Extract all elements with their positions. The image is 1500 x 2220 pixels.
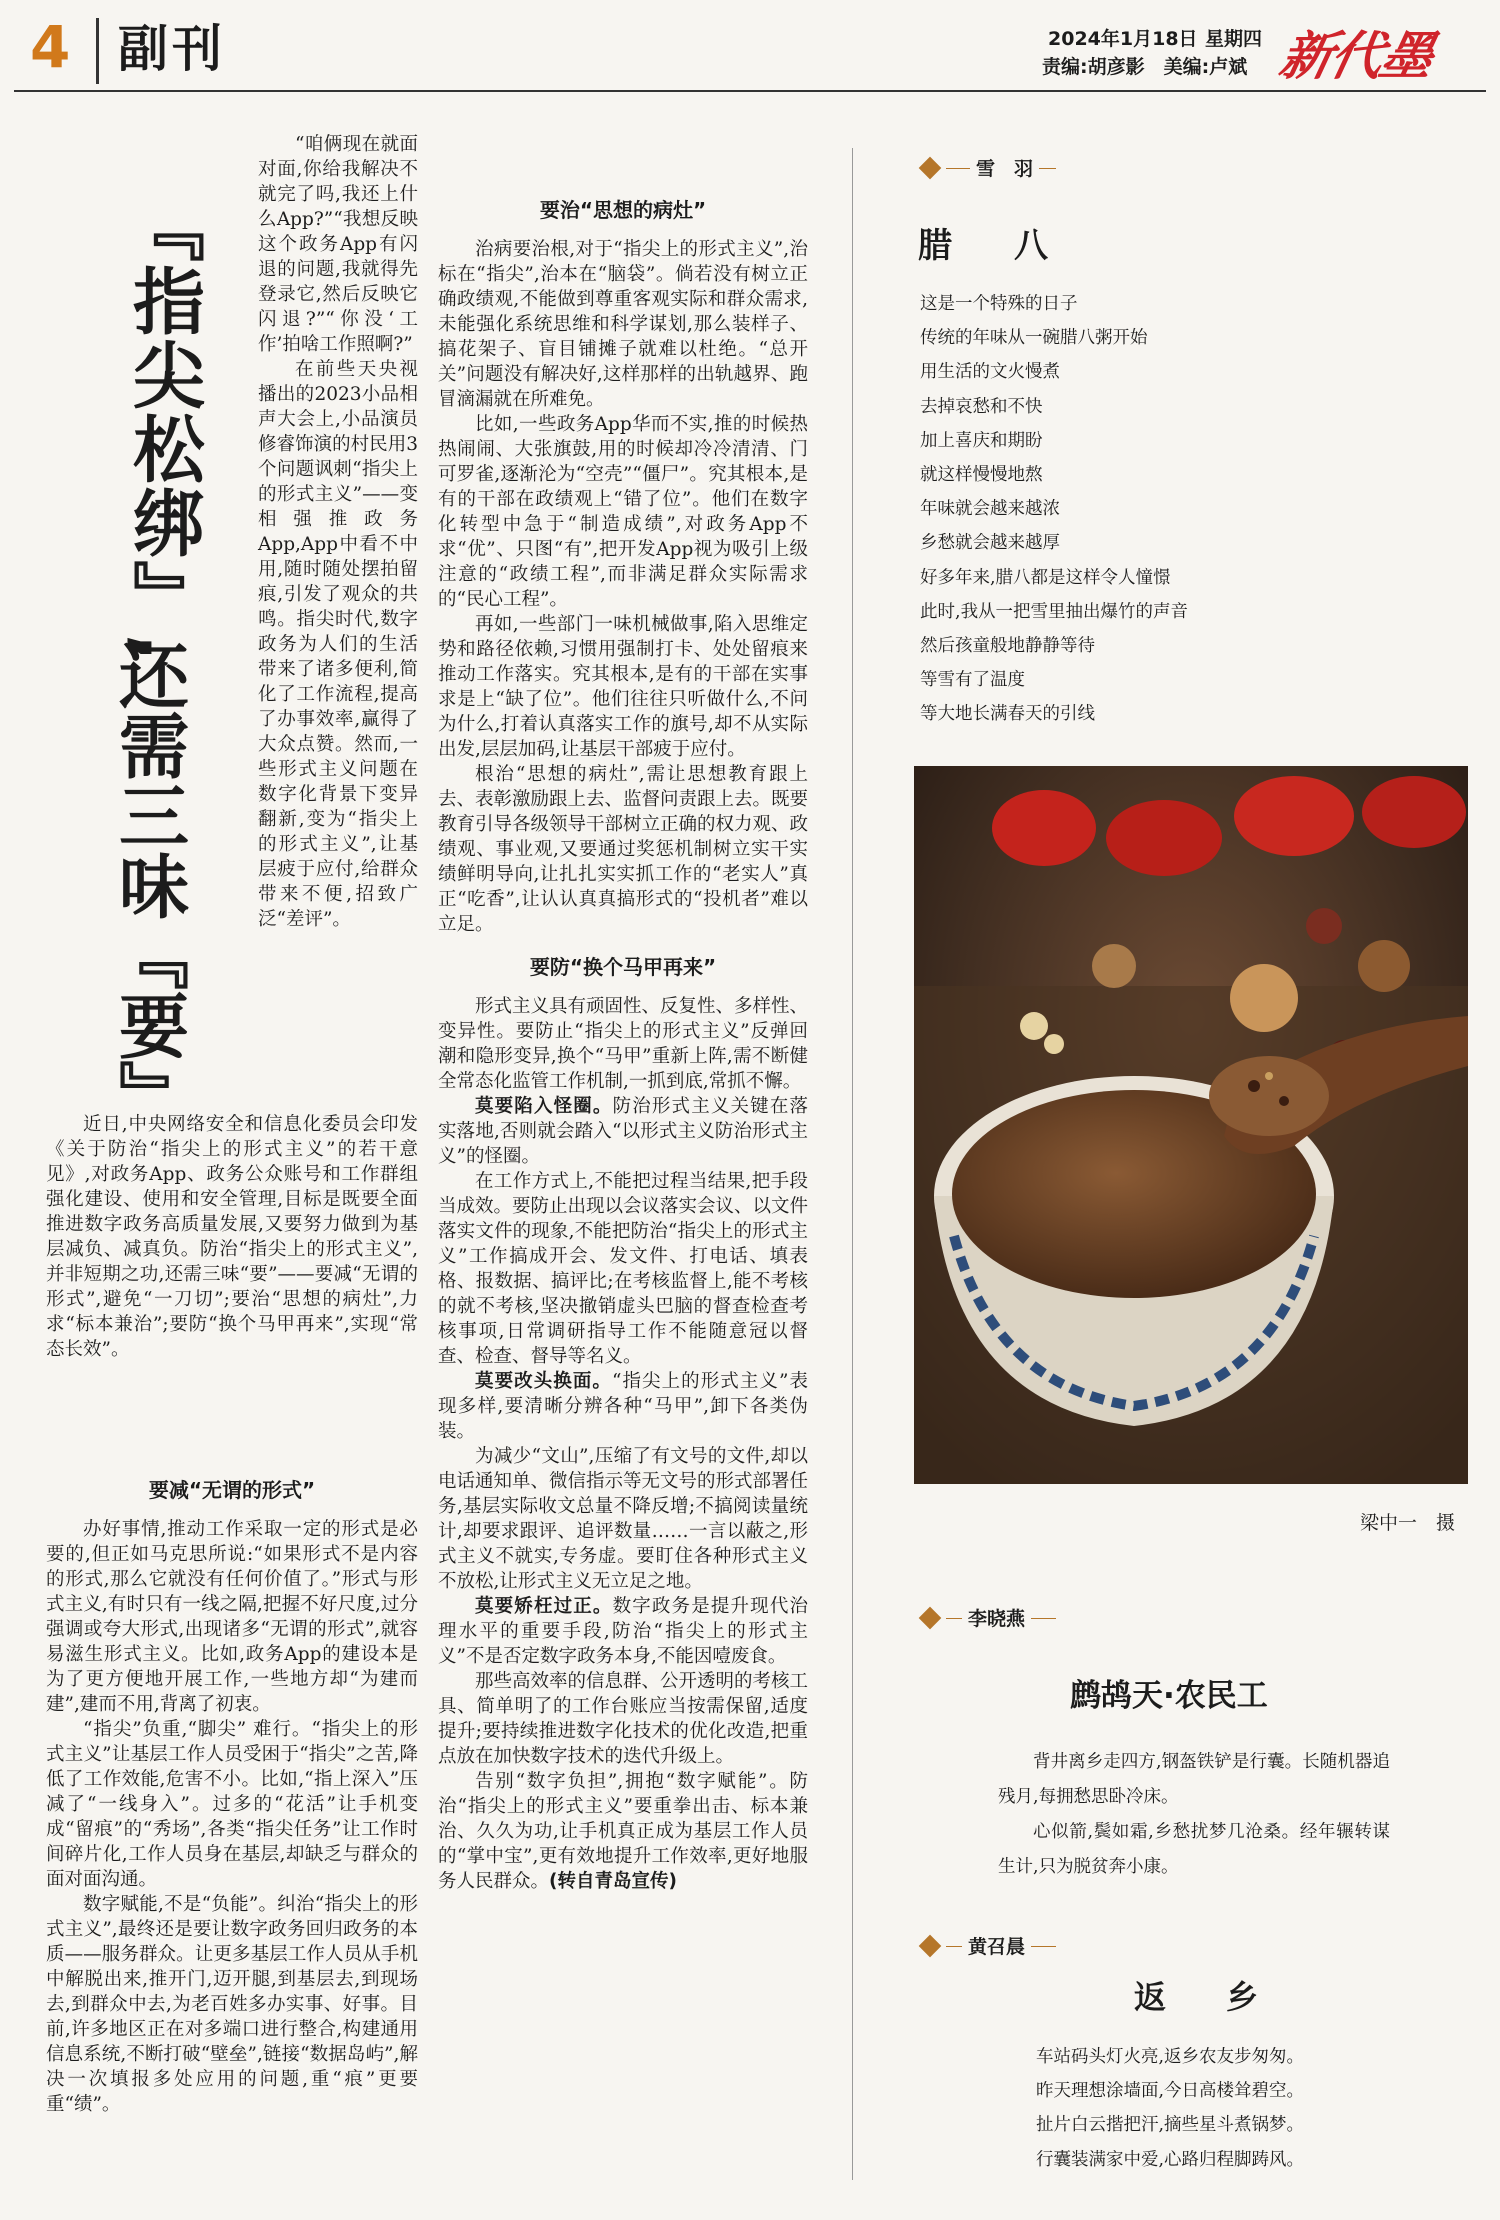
poem1-line: 用生活的文火慢煮 <box>920 362 1060 383</box>
section3-paragraph: 莫要陷入怪圈。防治形式主义关键在落实落地,否则就会踏入“以形式主义防治形式主义”的怪圈。 <box>438 1096 808 1167</box>
section1-paragraph: 办好事情,推动工作采取一定的形式是必要的,但正如马克思所说:“如果形式不是内容的形式,那么它就没有任何价值了。”形式与形式主义,有时只有一线之隔,把握不好尺度,过分强调或夸大形式,出现诸多“无谓的形式”,就容易滋生形式主义。比如,政务App的建设本是为了更方便地开展工作,一些地方却“为建而建”,建而不用,背离了初衷。 <box>46 1519 418 1715</box>
section3-paragraph: 在工作方式上,不能把过程当结果,把手段当成效。要防止出现以会议落实会议、以文件落实文件的现象,不能把防治“指尖上的形式主义”工作搞成开会、发文件、打电话、填表格、报数据、搞评比;在考核监督上,能不考核的就不考核,坚决撤销虚头巴脑的督查检查考核事项,日常调研指导工作不能随意冠以督查、检查、督导等名义。 <box>438 1171 809 1367</box>
poem1-line: 等雪有了温度 <box>920 670 1025 691</box>
section2-paragraph: 比如,一些政务App华而不实,推的时候热热闹闹、大张旗鼓,用的时候却冷冷清清、门可罗雀,逐渐沦为“空壳”“僵尸”。究其根本,是有的干部在政绩观上“错了位”。他们在数字化转型中急于“制造成绩”,对政务App不求“优”、只图“有”,把开发App视为吸引上级注意的“政绩工程”,而非满足群众实际需求的“民心工程”。 <box>438 414 808 610</box>
poem1-line: 这是一个特殊的日子 <box>920 294 1078 314</box>
poem2-stanza: 背井离乡走四方,钢盔铁铲是行囊。长随机器追残月,每拥愁思卧冷床。 <box>998 1752 1390 1807</box>
section2-paragraph: 治病要治根,对于“指尖上的形式主义”,治标在“指尖”,治本在“脑袋”。倘若没有树立正确政绩观,不能做到尊重客观实际和群众需求,未能强化系统思维和科学谋划,那么装样子、搞花架子、盲目铺摊子就难以杜绝。“总开关”问题没有解决好,这样那样的出轨越界、跑冒滴漏就在所难免。 <box>438 239 808 410</box>
poem3-line: 扯片白云揩把汗,摘些星斗煮锅梦。 <box>1036 2115 1305 2136</box>
section2-heading: 要治“思想的病灶” <box>539 198 707 222</box>
poem1-author-bar <box>922 154 1122 184</box>
intro-paragraph-3: 近日,中央网络安全和信息化委员会印发《关于防治“指尖上的形式主义”的若干意见》,对政务App、政务公众账号和工作群组强化建设、使用和安全管理,目标是既要全面推进数字政务高质量发展,又要努力做到为基层减负、减真负。防治“指尖上的形式主义”,并非短期之功,还需三味“要”——要减“无谓的形式”,避免“一刀切”;要治“思想的病灶”,力求“标本兼治”;要防“换个马甲再来”,实现“常态长效”。 <box>46 1114 418 1360</box>
section3-paragraph: 形式主义具有顽固性、反复性、多样性、变异性。要防止“指尖上的形式主义”反弹回潮和隐形变异,换个“马甲”重新上阵,需不断健全常态化监管工作机制,一抓到底,常抓不懈。 <box>438 996 809 1092</box>
intro-paragraph-2: 在前些天央视播出的2023小品相声大会上,小品演员修睿饰演的村民用3个问题讽刺“指尖上的形式主义”——变相强推政务App,App中看不中用,随时随处摆拍留痕,引发了观众的共鸣。指尖时代,数字政务为人们的生活带来了诸多便利,简化了工作流程,提高了办事效率,赢得了大众点赞。然而,一些形式主义问题在数字化背景下变异翻新,变为“指尖上的形式主义”,让基层疲于应付,给群众带来不便,招致广泛“差评”。 <box>258 359 418 930</box>
poem3-line: 车站码头灯火亮,返乡农友步匆匆。 <box>1036 2047 1305 2067</box>
porridge-illustration <box>914 766 1468 1484</box>
section3-paragraph: 告别“数字负担”,拥抱“数字赋能”。防治“指尖上的形式主义”要重拳出击、标本兼治、久久为功,让手机真正成为基层工作人员的“掌中宝”,更有效地提升工作效率,更好地服务人民群众。(转自青岛宣传) <box>438 1771 808 1892</box>
poem2-author-bar <box>922 1604 1122 1634</box>
diamond-icon <box>919 157 942 180</box>
section3-paragraph: 莫要矫枉过正。数字政务是提升现代治理水平的重要手段,防治“指尖上的形式主义”不是否定数字政务本身,不能因噎废食。 <box>438 1596 808 1667</box>
poem3-lines <box>1036 2040 1476 2177</box>
poem1-lines <box>920 287 1440 732</box>
article-subheadline: 还需三味『要』 <box>107 640 190 1130</box>
article-source: (转自青岛宣传) <box>549 1871 677 1892</box>
section1-heading: 要减“无谓的形式” <box>148 1478 316 1502</box>
section2-paragraph: 根治“思想的病灶”,需让思想教育跟上去、表彰激励跟上去、监督问责跟上去。既要教育引导各级领导干部树立正确的权力观、政绩观、事业观,又要通过奖惩机制树立实干实绩鲜明导向,让扎扎实实抓工作的“老实人”真正“吃香”,让认认真真搞形式的“投机者”难以立足。 <box>438 764 809 935</box>
section1-paragraph: “指尖”负重,“脚尖” 难行。“指尖上的形式主义”让基层工作人员受困于“指尖”之苦,降低了工作效能,危害不小。比如,“指上深入”压减了“一线身入”。过多的“花活”让手机变成“留痕”的“秀场”,各类“指尖任务”让工作时间碎片化,工作人员身在基层,却缺乏与群众的面对面沟通。 <box>46 1719 418 1890</box>
diamond-icon <box>919 1935 942 1958</box>
header-divider <box>96 18 99 84</box>
intro-paragraph-1: “咱俩现在就面对面,你给我解决不就完了吗,我还上什么App?”“我想反映这个政务App有闪退的问题,我就得先登录它,然后反映它闪退?”“你没‘工作’拍啥工作照啊?” <box>258 134 418 355</box>
article-section1 <box>46 1460 418 2117</box>
newspaper-logo: 新代墨 <box>1274 26 1438 87</box>
section1-paragraph: 数字赋能,不是“负能”。纠治“指尖上的形式主义”,最终还是要让数字政务回归政务的本质——服务群众。让更多基层工作人员从手机中解脱出来,推开门,迈开腿,到基层去,到现场去,到群众中去,为老百姓多办实事、好事。目前,许多地区正在对多端口进行整合,构建通用信息系统,不断打破“壁垒”,链接“数据岛屿”,解决一次填报多处应用的问题,重“痕”更要重“绩”。 <box>46 1894 418 2115</box>
poem1-line: 年味就会越来越浓 <box>920 499 1060 520</box>
page-number: 4 <box>30 13 71 81</box>
poem1-line: 加上喜庆和期盼 <box>920 430 1043 451</box>
poem1-line: 此时,我从一把雪里抽出爆竹的声音 <box>920 601 1189 622</box>
poem3-title: 返 乡 <box>1134 1978 1273 2016</box>
poem3-line: 昨天理想涂墙面,今日高楼耸碧空。 <box>1036 2081 1305 2102</box>
issue-weekday: 星期四 <box>1205 28 1263 50</box>
poem2-author: 李晓燕 <box>962 1604 1031 1631</box>
laba-porridge-photo <box>914 766 1468 1484</box>
poem1-line: 传统的年味从一碗腊八粥开始 <box>920 328 1148 349</box>
article-col1-lower <box>46 1112 418 1362</box>
section3-heading: 要防“换个马甲再来” <box>529 955 717 979</box>
poem2-title: 鹧鸪天·农民工 <box>1070 1678 1268 1714</box>
article-col2 <box>438 180 808 1894</box>
poem3-author: 黄召晨 <box>962 1932 1031 1959</box>
poem1-line: 就这样慢慢地熬 <box>920 465 1043 486</box>
editors-credit: 责编:胡彦影 美编:卢斌 <box>1042 56 1248 78</box>
poem3-author-bar <box>922 1932 1122 1962</box>
article-headline: 『指尖松绑』, <box>121 190 205 664</box>
section3-paragraph: 莫要改头换面。“指尖上的形式主义”表现多样,要清晰分辨各种“马甲”,卸下各类伪装。 <box>438 1371 808 1442</box>
article-col1-upper <box>258 132 418 932</box>
poem1-line: 然后孩童般地静静等待 <box>920 636 1095 657</box>
section3-paragraph: 那些高效率的信息群、公开透明的考核工具、简单明了的工作台账应当按需保留,适度提升;要持续推进数字化技术的优化改造,把重点放在加快数字技术的迭代升级上。 <box>438 1671 809 1767</box>
poem2-body <box>998 1745 1390 1885</box>
poem1-line: 乡愁就会越来越厚 <box>920 533 1060 554</box>
poem1-line: 去掉哀愁和不快 <box>920 396 1043 417</box>
section2-paragraph: 再如,一些部门一味机械做事,陷入思维定势和路径依赖,习惯用强制打卡、处处留痕来推动工作落实。究其根本,是有的干部在实事求是上“缺了位”。他们往往只听做什么,不问为什么,打着认真落实工作的旗号,却不从实际出发,层层加码,让基层干部疲于应付。 <box>438 614 808 760</box>
poem3-line: 行囊装满家中爱,心路归程脚踌风。 <box>1036 2149 1305 2170</box>
diamond-icon <box>919 1607 942 1630</box>
poem1-title: 腊 八 <box>918 226 1062 266</box>
poem2-stanza: 心似箭,鬓如霜,乡愁扰梦几沧桑。经年辗转谋生计,只为脱贫奔小康。 <box>998 1822 1390 1877</box>
poem1-author: 雪 羽 <box>970 154 1039 181</box>
poem1-line: 等大地长满春天的引线 <box>920 704 1095 725</box>
section-title: 副刊 <box>118 20 226 78</box>
section3-paragraph: 为减少“文山”,压缩了有文号的文件,却以电话通知单、微信指示等无文号的形式部署任务,基层实际收文总量不降反增;不搞阅读量统计,却要求跟评、追评数量……一言以蔽之,形式主义不就实,专务虚。要盯住各种形式主义不放松,让形式主义无立足之地。 <box>438 1446 809 1592</box>
header-rule <box>14 90 1486 92</box>
column-divider <box>852 148 853 2180</box>
photo-credit: 梁中一 摄 <box>1360 1512 1456 1534</box>
issue-date: 2024年1月18日 <box>1048 28 1198 50</box>
poem1-line: 好多年来,腊八都是这样令人憧憬 <box>920 567 1171 588</box>
